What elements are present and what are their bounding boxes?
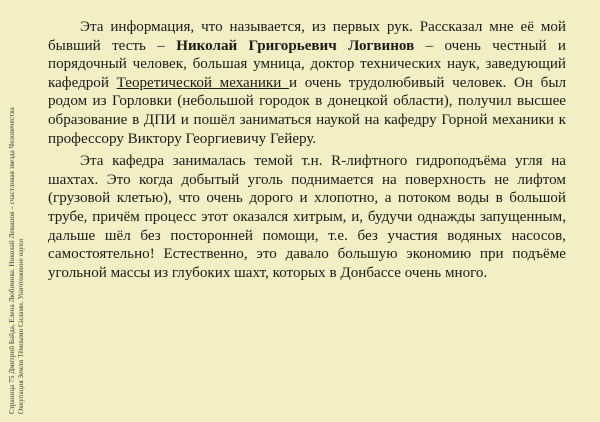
- margin-note-line-1: Страница 75 Дмитрий Байда, Елена Любимова. Николай Левашов – счастливая звезда Человечества: [8, 107, 16, 414]
- paragraph-1-part-1: Эта информация, что называется, из первых рук. Рассказал мне её мой бывший тесть –: [48, 19, 566, 54]
- margin-note-line-2: Оккупация Земли Тёмными Силами. Уничтожение науки: [17, 238, 25, 414]
- person-name: Николай Григорьевич Логвинов: [176, 37, 415, 54]
- paragraph-1: [48, 18, 566, 148]
- paragraph-1-part-3: и очень трудолюбивый человек. Он был родом из Горловки (небольшой городок в донецкой области), получил высшее образование в ДПИ и пошёл заниматься наукой на кафедру Горной механики к профессору Виктору Георгиевичу Гейеру.: [48, 74, 566, 147]
- paragraph-1-part-2: – очень честный и порядочный человек, большая умница, доктор технических наук, заведующий кафедрой: [48, 37, 566, 91]
- margin-note: [4, 14, 25, 414]
- paragraph-2: Эта кафедра занималась темой т.н. R-лифтного гидроподъёма угля на шахтах. Это когда добытый уголь поднимается на поверхность не лифтом (грузовой клетью), что очень дорого и хлопотно, а потоком воды в большой трубе, причём процесс этот оказался хитрым, и, будучи однажды запущенным, дальше шёл без посторонней помощи, т.е. без участия водяных насосов, самостоятельно! Естественно, это давало большую экономию при подъёме угольной массы из глубоких шахт, которых в Донбассе очень много.: [48, 153, 566, 281]
- body-text: [48, 18, 566, 282]
- department-link[interactable]: Теоретической механики: [116, 74, 289, 91]
